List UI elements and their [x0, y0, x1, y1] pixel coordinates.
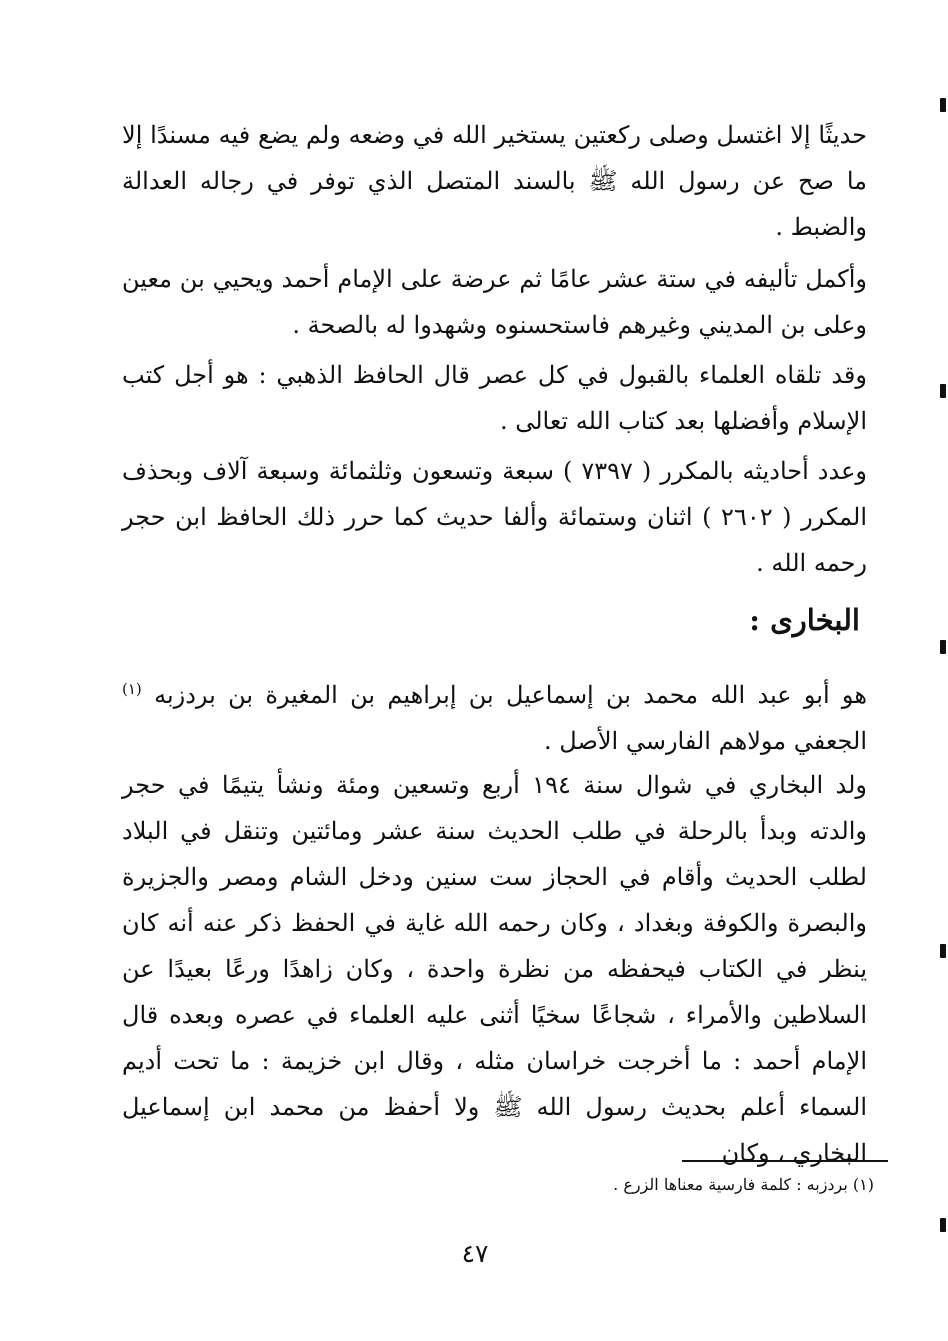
section-heading: البخارى :: [749, 603, 860, 637]
scan-edge-mark: [940, 1218, 946, 1232]
scan-edge-mark: [940, 944, 946, 958]
bio-text-end: الجعفي مولاهم الفارسي الأصل .: [544, 727, 867, 755]
footnote-marker: (١): [122, 680, 142, 698]
paragraph-biography: [122, 666, 867, 764]
page-number: ٤٧: [461, 1239, 489, 1268]
scan-edge-mark: [940, 640, 946, 654]
paragraph-life: ولد البخاري في شوال سنة ١٩٤ أربع وتسعين ومئة ونشأ يتيمًا في حجر والدته وبدأ بالرحلة في طلب الحديث سنة عشر ومائتين وتنقل في البلاد لطلب الحديث وأقام في الحجاز ست سنين ودخل الشام ومصر والجزيرة والبصرة والكوفة وبغداد ، وكان رحمه الله غاية في الحفظ ذكر عنه أنه كان ينظر في الكتاب فيحفظه من نظرة واحدة ، وكان زاهدًا ورعًا بعيدًا عن السلاطين والأمراء ، شجاعًا سخيًا أثنى عليه العلماء في عصره وبعده قال الإمام أحمد : ما أخرجت خراسان مثله ، وقال ابن خزيمة : ما تحت أديم السماء أعلم بحديث رسول الله ﷺ ولا أحفظ من محمد ابن إسماعيل البخاري ، وكان: [122, 771, 868, 1167]
footnote: (١) بردزبه : كلمة فارسية معناها الزرع .: [613, 1175, 874, 1194]
scan-edge-mark: [940, 98, 946, 112]
paragraph-completion: وأكمل تأليفه في ستة عشر عامًا ثم عرضة على الإمام أحمد ويحيي بن معين وعلى بن المديني وغيرهم فاستحسنوه وشهدوا له بالصحة .: [122, 265, 867, 339]
footnote-divider: [682, 1160, 888, 1162]
scan-edge-mark: [940, 384, 946, 398]
bio-text-start: هو أبو عبد الله محمد بن إسماعيل بن إبراهيم بن المغيرة بن بردزبه: [154, 681, 867, 709]
paragraph-reception: وقد تلقاه العلماء بالقبول في كل عصر قال الحافظ الذهبي : هو أجل كتب الإسلام وأفضلها بعد كتاب الله تعالى .: [122, 361, 867, 435]
paragraph-hadith-count: وعدد أحاديثه بالمكرر ( ٧٣٩٧ ) سبعة وتسعون وثلثمائة وسبعة آلاف وبحذف المكرر ( ٢٦٠٢ ) اثنان وستمائة وألفا حديث كما حرر ذلك الحافظ ابن حجر رحمه الله .: [122, 457, 868, 577]
paragraph-hadith-selection: حديثًا إلا اغتسل وصلى ركعتين يستخير الله في وضعه ولم يضع فيه مسندًا إلا ما صح عن رسول الله ﷺ بالسند المتصل الذي توفر في رجاله العدالة والضبط .: [122, 121, 867, 241]
